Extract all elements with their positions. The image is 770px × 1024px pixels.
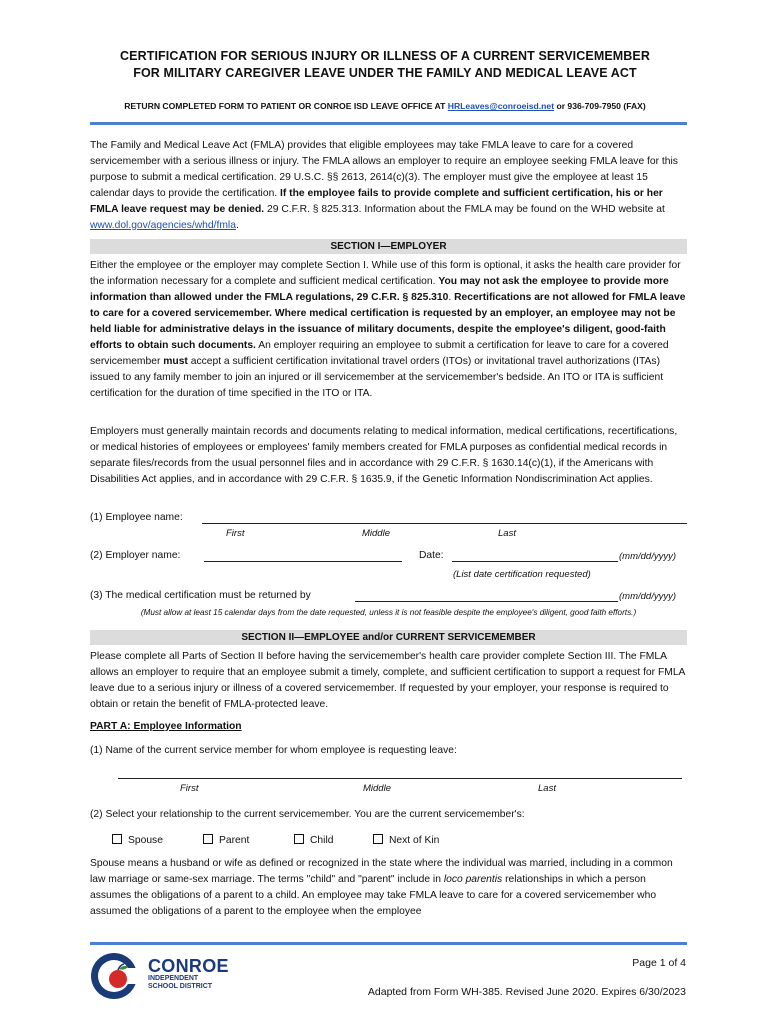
form-title bbox=[80, 48, 690, 82]
request-date-format: (mm/dd/yyyy) bbox=[619, 551, 676, 562]
apple-icon bbox=[109, 970, 127, 988]
servicemember-first-caption: First bbox=[180, 783, 199, 794]
employee-last-caption: Last bbox=[498, 528, 516, 539]
option-child[interactable] bbox=[294, 834, 333, 846]
title-line-1: CERTIFICATION FOR SERIOUS INJURY OR ILLNESS OF A CURRENT SERVICEMEMBER bbox=[120, 49, 650, 63]
spouse-label: Spouse bbox=[128, 835, 163, 846]
section-1-header: SECTION I—EMPLOYER bbox=[90, 239, 687, 254]
intro-text: The Family and Medical Leave Act (FMLA) provides that eligible employees may take FMLA leave to care for a covered servicemember with a serious illness or injury. The FMLA allows an employer to require an employee seeking FMLA leave for this purpose to submit a medical certification. 29 U.S.C. §§ 2613, 2614(c)(3). The employer must give the employee at least 15 calendar days to provide the certification. bbox=[90, 140, 678, 199]
next-of-kin-checkbox[interactable] bbox=[373, 834, 383, 844]
servicemember-last-caption: Last bbox=[538, 783, 556, 794]
s1-text-g: accept a sufficient certification invitational travel orders (ITOs) or invitational travel authorizations (ITAs) issued to any family member to join an injured or ill servicemember at the servicemember's bedside. An ITO or ITA is sufficient certification for the duration of time specified in the ITO or ITA. bbox=[90, 356, 664, 399]
employee-first-caption: First bbox=[226, 528, 245, 539]
s1-text-c: . bbox=[448, 292, 455, 303]
parent-checkbox[interactable] bbox=[203, 834, 213, 844]
section-1-paragraph-1 bbox=[90, 258, 687, 402]
header-divider bbox=[90, 122, 687, 125]
section-2-paragraph-1: Please complete all Parts of Section II before having the servicemember's health care provider complete Section III. The FMLA allows an employer to require that an employee submit a timely, complete, and sufficient certification to support a request for FMLA leave due to a serious injury or illness of a covered servicemember. If requested by your employer, your response is required to obtain or retain the benefit of FMLA-protected leave. bbox=[90, 651, 685, 710]
part-a-heading: PART A: Employee Information bbox=[90, 721, 242, 732]
whd-website-link[interactable]: www.dol.gov/agencies/whd/fmla bbox=[90, 220, 236, 231]
employer-name-label: (2) Employer name: bbox=[90, 550, 181, 561]
hr-email-link[interactable]: HRLeaves@conroeisd.net bbox=[447, 101, 555, 111]
next-of-kin-label: Next of Kin bbox=[389, 835, 440, 846]
return-suffix: or 936-709-7950 (FAX) bbox=[554, 101, 646, 111]
definitions-loco-parentis: loco parentis bbox=[443, 874, 503, 885]
child-label: Child bbox=[310, 835, 334, 846]
logo-name: CONROE bbox=[148, 956, 229, 976]
logo-sub-1: INDEPENDENT bbox=[148, 975, 199, 982]
section-2-header: SECTION II—EMPLOYEE and/or CURRENT SERVICEMEMBER bbox=[90, 630, 687, 645]
servicemember-middle-caption: Middle bbox=[363, 783, 391, 794]
intro-paragraph bbox=[90, 138, 687, 234]
s1-text-a: Either the employee or the employer may complete Section I. While use of this form is optional, it asks the health care provider for the information necessary for a complete and sufficient medical certification. bbox=[90, 260, 681, 287]
return-by-label: (3) The medical certification must be returned by bbox=[90, 590, 311, 601]
return-by-note: (Must allow at least 15 calendar days from the date requested, unless it is not feasible despite the employee's diligent, good faith efforts.) bbox=[140, 608, 637, 617]
employee-name-field[interactable] bbox=[202, 523, 687, 524]
relationship-question: (2) Select your relationship to the current servicemember. You are the current servicemember's: bbox=[90, 809, 525, 820]
option-parent[interactable] bbox=[203, 834, 249, 846]
option-spouse[interactable] bbox=[112, 834, 163, 846]
employee-name-label: (1) Employee name: bbox=[90, 512, 183, 523]
title-line-2: FOR MILITARY CAREGIVER LEAVE UNDER THE FAMILY AND MEDICAL LEAVE ACT bbox=[133, 66, 637, 80]
s1-text-b: You may not ask the employee to provide more information than allowed under the FMLA regulations, 29 C.F.R. § 825.310 bbox=[90, 276, 669, 303]
relationship-definitions bbox=[90, 856, 687, 920]
request-date-field[interactable] bbox=[452, 561, 618, 562]
child-checkbox[interactable] bbox=[294, 834, 304, 844]
intro-tail: 29 C.F.R. § 825.313. Information about the FMLA may be found on the WHD website at bbox=[264, 204, 665, 215]
return-prefix: RETURN COMPLETED FORM TO PATIENT OR CONROE ISD LEAVE OFFICE AT bbox=[124, 101, 448, 111]
s1-text-d: Recertifications are not allowed for FMLA leave to care for a covered servicemember. Where medical certification is requested by an employer, an employee may not be held liable for administrative delays in the issuance of military documents, despite the employee's diligent, good-faith efforts to obtain such documents. bbox=[90, 292, 686, 351]
logo-wordmark bbox=[148, 957, 229, 991]
form-revision-note: Adapted from Form WH-385. Revised June 2020. Expires 6/30/2023 bbox=[367, 986, 686, 998]
s1-text-f: must bbox=[163, 356, 188, 367]
employer-name-field[interactable] bbox=[204, 561, 402, 562]
parent-label: Parent bbox=[219, 835, 250, 846]
logo-sub-2: SCHOOL DISTRICT bbox=[148, 983, 213, 990]
request-date-hint: (List date certification requested) bbox=[453, 569, 591, 580]
return-instructions bbox=[60, 101, 710, 111]
s1-text-e: An employer requiring an employee to submit a certification for leave to care for a covered servicemember bbox=[90, 340, 669, 367]
return-by-date-field[interactable] bbox=[355, 601, 618, 602]
employee-middle-caption: Middle bbox=[362, 528, 390, 539]
servicemember-name-field[interactable] bbox=[118, 778, 682, 779]
footer-divider bbox=[90, 942, 687, 945]
servicemember-name-question: (1) Name of the current service member for whom employee is requesting leave: bbox=[90, 745, 457, 756]
page-number: Page 1 of 4 bbox=[632, 957, 686, 969]
intro-end: . bbox=[235, 220, 239, 231]
option-next-of-kin[interactable] bbox=[373, 834, 439, 846]
return-by-format: (mm/dd/yyyy) bbox=[619, 591, 676, 602]
definitions-text-c: relationships in which a person assumes the obligations of a parent to a child. An employee may take FMLA leave to care for a covered servicemember who assumed the obligations of a parent to the employee when the employee bbox=[90, 874, 657, 917]
section-1-paragraph-2: Employers must generally maintain records and documents relating to medical information, medical certifications, recertifications, or medical histories of employees or employees' family members created for FMLA purposes as confidential medical records in separate files/records from the usual personnel files and in accordance with 29 C.F.R. § 1630.14(c)(1), if the Americans with Disabilities Act applies, and in accordance with 29 C.F.R. § 1635.9, if the Genetic Information Nondiscrimination Act applies. bbox=[90, 426, 678, 485]
definitions-text-a: Spouse means a husband or wife as defined or recognized in the state where the individual was married, including in a common law marriage or same-sex marriage. The terms "child" and "parent" include in bbox=[90, 858, 673, 885]
request-date-label: Date: bbox=[419, 550, 444, 561]
spouse-checkbox[interactable] bbox=[112, 834, 122, 844]
intro-warning: If the employee fails to provide complete and sufficient certification, his or her FMLA leave request may be denied. bbox=[90, 188, 663, 215]
